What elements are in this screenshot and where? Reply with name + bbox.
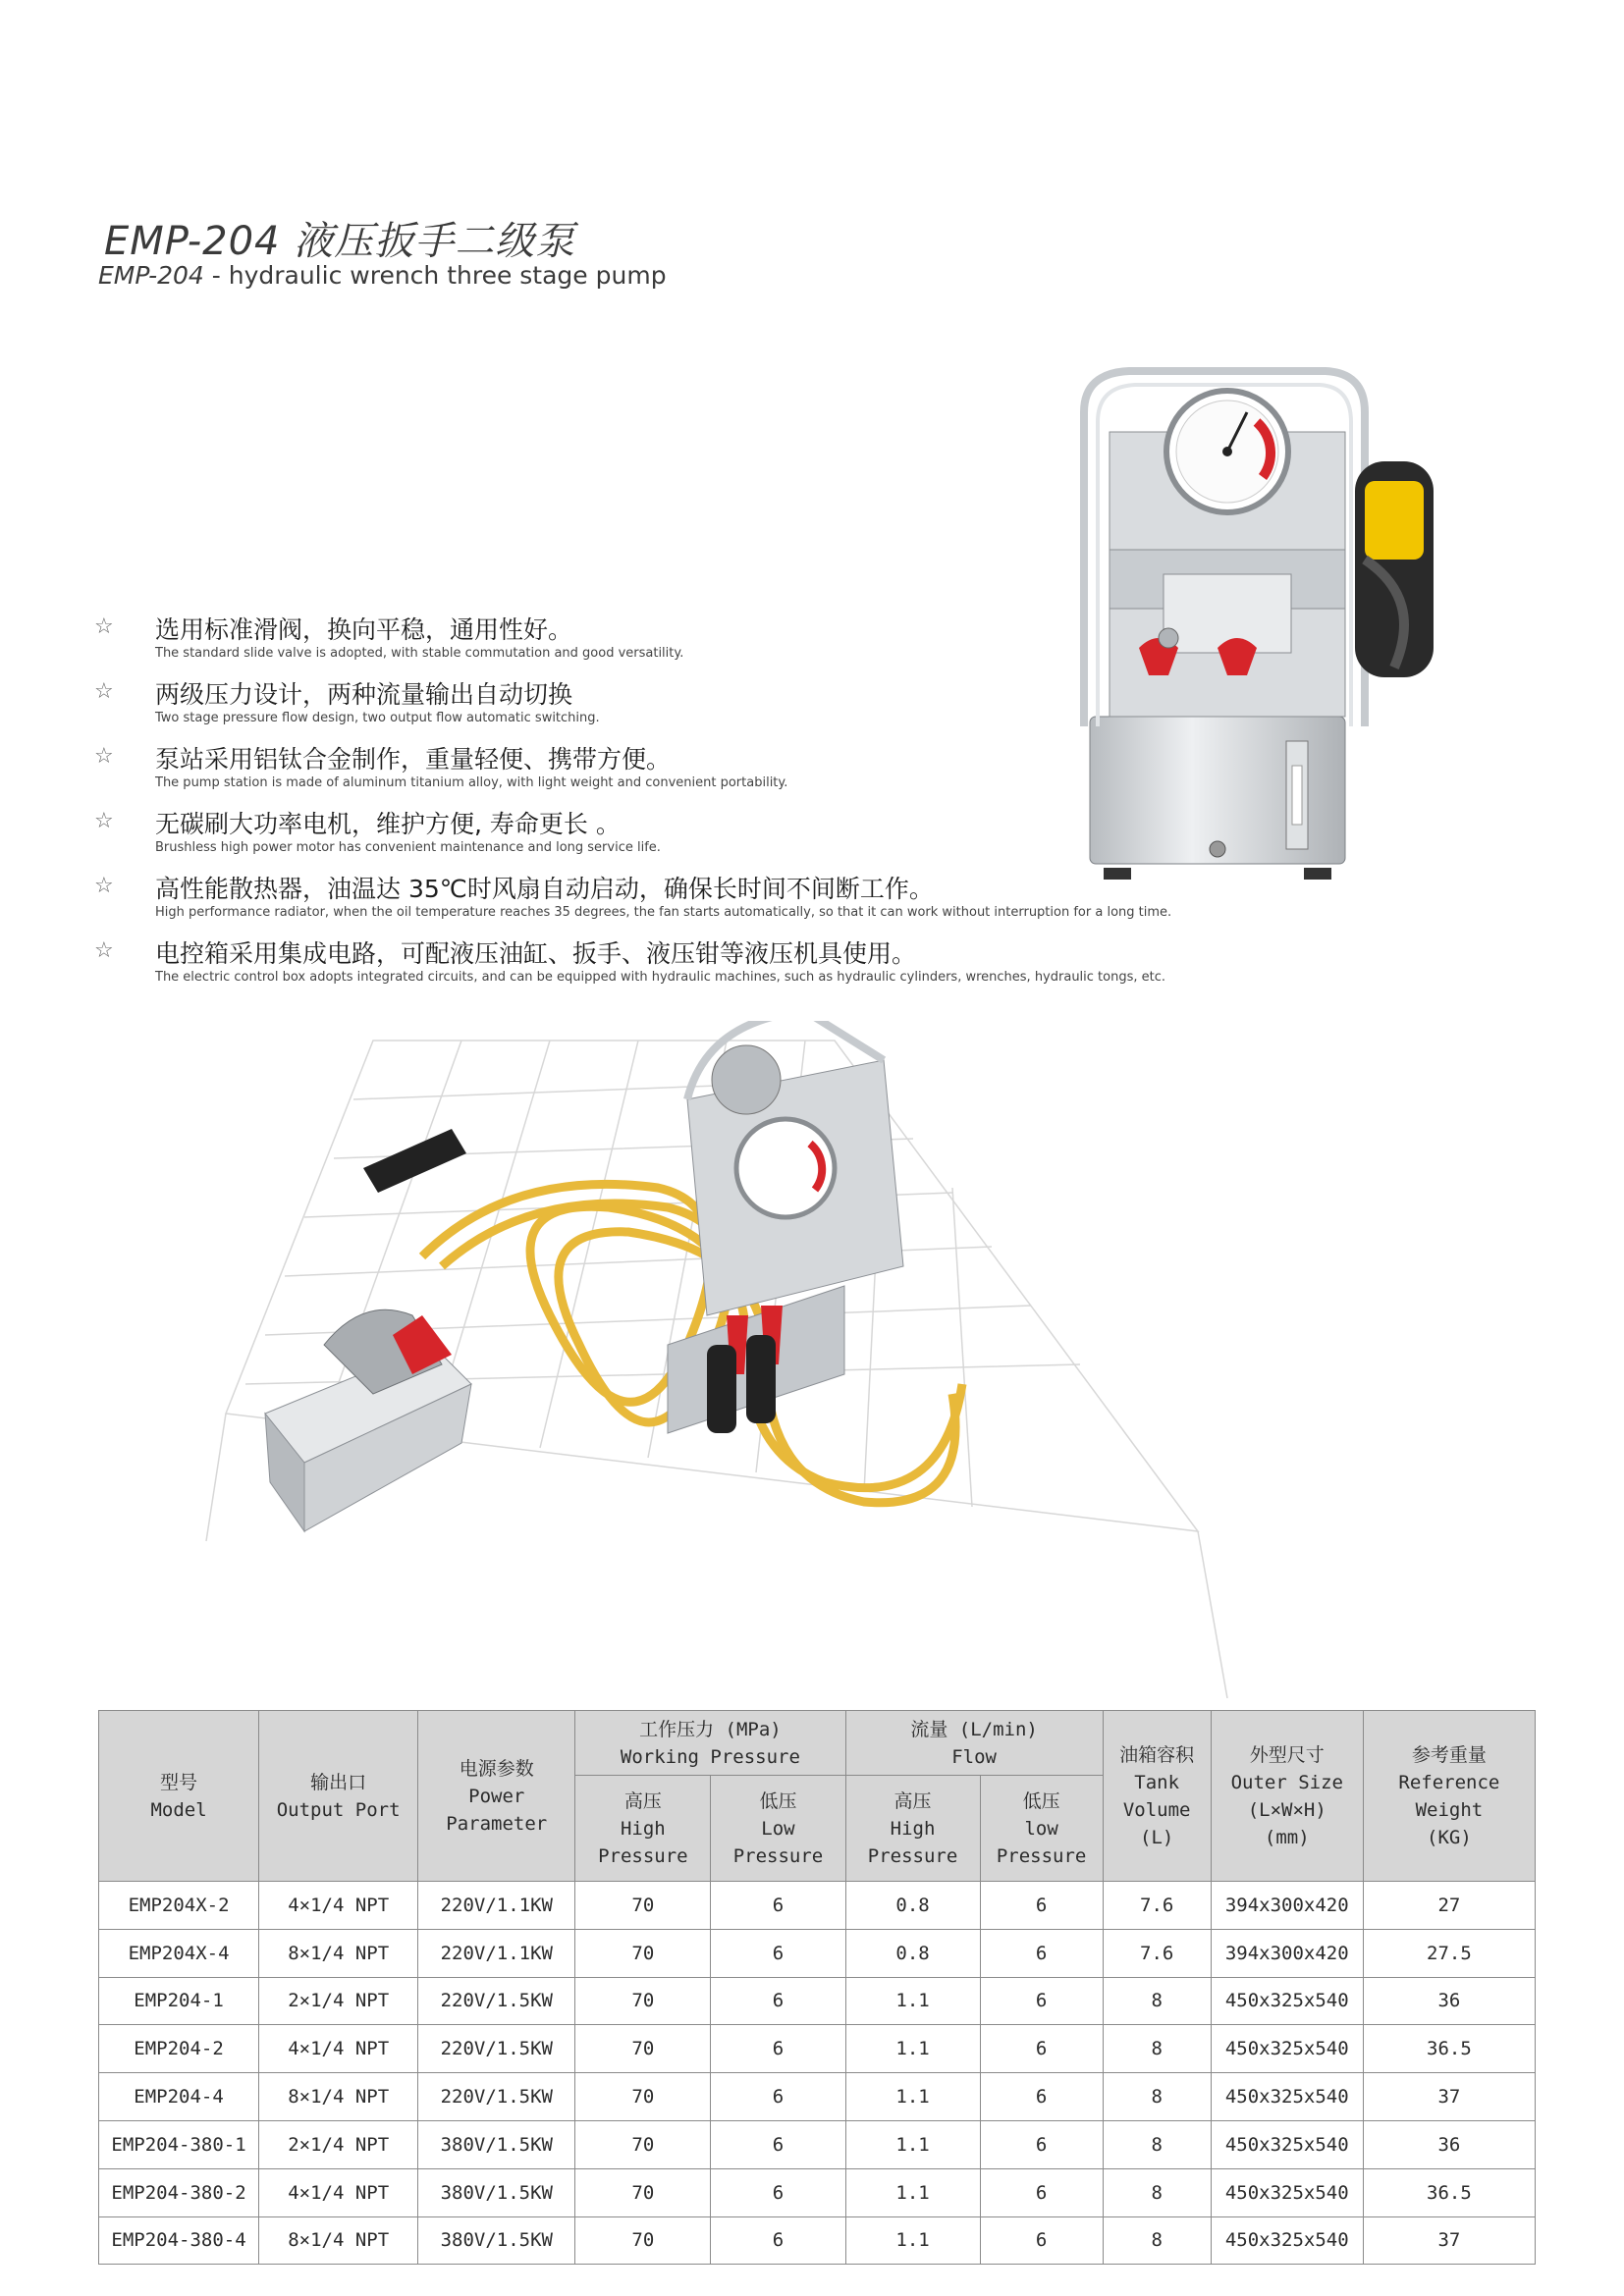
- cell-size: 450x325x540: [1211, 2025, 1363, 2073]
- header-flow: 流量 (L/min) Flow: [845, 1711, 1103, 1776]
- feature-en: Brushless high power motor has convenient maintenance and long service life.: [155, 840, 661, 855]
- star-icon: ☆: [94, 744, 114, 769]
- feature-cn: 电控箱采用集成电路，可配液压油缸、扳手、液压钳等液压机具使用。: [155, 939, 917, 968]
- cell-flow-high: 0.8: [845, 1929, 980, 1977]
- table-row: [99, 2216, 1536, 2265]
- cell-weight: 36.5: [1363, 2168, 1535, 2216]
- feature-en: High performance radiator, when the oil temperature reaches 35 degrees, the fan starts automatically, so that it can work without interruption for a long time.: [155, 905, 1172, 920]
- cell-flow-high: 0.8: [845, 1882, 980, 1930]
- header-wp-high: 高压 High Pressure: [575, 1776, 711, 1882]
- cell-power: 380V/1.5KW: [418, 2168, 575, 2216]
- table-row: [99, 2168, 1536, 2216]
- feature-cn: 高性能散热器，油温达 35℃时风扇自动启动，确保长时间不间断工作。: [155, 875, 934, 903]
- cell-output-port: 8×1/4 NPT: [259, 1929, 418, 1977]
- cell-model: EMP204-380-1: [99, 2120, 259, 2168]
- cell-wp-high: 70: [575, 2120, 711, 2168]
- cell-output-port: 8×1/4 NPT: [259, 2216, 418, 2265]
- star-icon: ☆: [94, 874, 114, 898]
- cell-tank: 7.6: [1103, 1929, 1211, 1977]
- table-row: [99, 1929, 1536, 1977]
- cell-wp-low: 6: [711, 1929, 845, 1977]
- cell-output-port: 4×1/4 NPT: [259, 2025, 418, 2073]
- cell-flow-high: 1.1: [845, 2120, 980, 2168]
- cell-output-port: 2×1/4 NPT: [259, 1977, 418, 2025]
- feature-cn: 泵站采用铝钛合金制作，重量轻便、携带方便。: [155, 745, 672, 774]
- cell-tank: 8: [1103, 2120, 1211, 2168]
- star-icon: ☆: [94, 614, 114, 639]
- page-title-cn: EMP-204 液压扳手二级泵: [104, 219, 576, 264]
- feature-item: [94, 611, 1322, 675]
- header-tank-volume: 油箱容积 Tank Volume (L): [1103, 1711, 1211, 1882]
- cell-size: 450x325x540: [1211, 1977, 1363, 2025]
- cell-flow-high: 1.1: [845, 2025, 980, 2073]
- cell-model: EMP204-1: [99, 1977, 259, 2025]
- cell-weight: 37: [1363, 2216, 1535, 2265]
- cell-tank: 8: [1103, 2025, 1211, 2073]
- cell-weight: 27: [1363, 1882, 1535, 1930]
- cell-wp-low: 6: [711, 1977, 845, 2025]
- cell-flow-high: 1.1: [845, 1977, 980, 2025]
- cell-wp-high: 70: [575, 1882, 711, 1930]
- cell-power: 220V/1.1KW: [418, 1929, 575, 1977]
- pump-and-wrench-scene: [196, 1021, 1375, 1708]
- cell-output-port: 4×1/4 NPT: [259, 1882, 418, 1930]
- cell-weight: 37: [1363, 2073, 1535, 2121]
- star-icon: ☆: [94, 809, 114, 833]
- cell-size: 450x325x540: [1211, 2120, 1363, 2168]
- header-output-port: 输出口 Output Port: [259, 1711, 418, 1882]
- feature-item: [94, 805, 1322, 870]
- cell-flow-high: 1.1: [845, 2168, 980, 2216]
- cell-flow-low: 6: [980, 2120, 1103, 2168]
- cell-tank: 8: [1103, 2073, 1211, 2121]
- feature-item: [94, 934, 1322, 999]
- feature-en: The standard slide valve is adopted, with stable commutation and good versatility.: [155, 646, 684, 661]
- spec-table: [98, 1710, 1536, 2265]
- page-title-en: [98, 261, 667, 290]
- cell-weight: 36: [1363, 2120, 1535, 2168]
- table-row: [99, 2025, 1536, 2073]
- cell-tank: 7.6: [1103, 1882, 1211, 1930]
- cell-wp-high: 70: [575, 1977, 711, 2025]
- cell-output-port: 8×1/4 NPT: [259, 2073, 418, 2121]
- cell-wp-low: 6: [711, 2216, 845, 2265]
- feature-item: [94, 740, 1322, 805]
- cell-model: EMP204-4: [99, 2073, 259, 2121]
- cell-wp-low: 6: [711, 2120, 845, 2168]
- cell-model: EMP204-380-2: [99, 2168, 259, 2216]
- wrench-case: [265, 1309, 471, 1531]
- cell-flow-low: 6: [980, 2025, 1103, 2073]
- cell-flow-high: 1.1: [845, 2073, 980, 2121]
- table-row: [99, 2120, 1536, 2168]
- feature-item: [94, 870, 1322, 934]
- cell-tank: 8: [1103, 2216, 1211, 2265]
- cell-power: 380V/1.5KW: [418, 2216, 575, 2265]
- cell-power: 220V/1.5KW: [418, 2073, 575, 2121]
- cell-wp-high: 70: [575, 2168, 711, 2216]
- cell-flow-low: 6: [980, 2168, 1103, 2216]
- header-flow-low: 低压 low Pressure: [980, 1776, 1103, 1882]
- cell-wp-low: 6: [711, 2025, 845, 2073]
- cell-model: EMP204-2: [99, 2025, 259, 2073]
- feature-cn: 选用标准滑阀，换向平稳，通用性好。: [155, 615, 573, 644]
- cell-wp-low: 6: [711, 2168, 845, 2216]
- cell-model: EMP204-380-4: [99, 2216, 259, 2265]
- cell-size: 394x300x420: [1211, 1882, 1363, 1930]
- table-row: [99, 1882, 1536, 1930]
- cell-flow-low: 6: [980, 2073, 1103, 2121]
- cell-model: EMP204X-2: [99, 1882, 259, 1930]
- header-working-pressure: 工作压力 (MPa) Working Pressure: [575, 1711, 845, 1776]
- cell-size: 450x325x540: [1211, 2073, 1363, 2121]
- cell-flow-high: 1.1: [845, 2216, 980, 2265]
- cell-power: 220V/1.5KW: [418, 1977, 575, 2025]
- cell-power: 380V/1.5KW: [418, 2120, 575, 2168]
- cell-tank: 8: [1103, 1977, 1211, 2025]
- header-outer-size: 外型尺寸 Outer Size (L×W×H) (mm): [1211, 1711, 1363, 1882]
- header-model: 型号 Model: [99, 1711, 259, 1882]
- cell-flow-low: 6: [980, 1929, 1103, 1977]
- cell-model: EMP204X-4: [99, 1929, 259, 1977]
- cell-size: 394x300x420: [1211, 1929, 1363, 1977]
- cell-flow-low: 6: [980, 1977, 1103, 2025]
- feature-item: [94, 675, 1322, 740]
- cell-flow-low: 6: [980, 2216, 1103, 2265]
- cell-wp-high: 70: [575, 2025, 711, 2073]
- feature-en: The electric control box adopts integrated circuits, and can be equipped with hydraulic machines, such as hydraulic cylinders, wrenches, hydraulic tongs, etc.: [155, 970, 1166, 985]
- cell-weight: 36: [1363, 1977, 1535, 2025]
- feature-en: Two stage pressure flow design, two output flow automatic switching.: [155, 711, 600, 725]
- cell-output-port: 2×1/4 NPT: [259, 2120, 418, 2168]
- cell-wp-high: 70: [575, 2216, 711, 2265]
- header-reference-weight: 参考重量 Reference Weight (KG): [1363, 1711, 1535, 1882]
- feature-cn: 无碳刷大功率电机，维护方便, 寿命更长 。: [155, 810, 621, 838]
- feature-cn: 两级压力设计，两种流量输出自动切换: [155, 680, 573, 709]
- table-row: [99, 1977, 1536, 2025]
- cell-weight: 27.5: [1363, 1929, 1535, 1977]
- header-wp-low: 低压 Low Pressure: [711, 1776, 845, 1882]
- cell-tank: 8: [1103, 2168, 1211, 2216]
- feature-en: The pump station is made of aluminum titanium alloy, with light weight and convenient portability.: [155, 775, 788, 790]
- cell-wp-low: 6: [711, 2073, 845, 2121]
- cell-size: 450x325x540: [1211, 2168, 1363, 2216]
- table-row: [99, 2073, 1536, 2121]
- title-en-model: EMP-204: [98, 261, 204, 290]
- feature-list: [94, 611, 1322, 999]
- cell-power: 220V/1.5KW: [418, 2025, 575, 2073]
- star-icon: ☆: [94, 679, 114, 704]
- title-en-text: - hydraulic wrench three stage pump: [203, 261, 667, 290]
- star-icon: ☆: [94, 938, 114, 963]
- cell-power: 220V/1.1KW: [418, 1882, 575, 1930]
- cell-output-port: 4×1/4 NPT: [259, 2168, 418, 2216]
- cell-flow-low: 6: [980, 1882, 1103, 1930]
- header-flow-high: 高压 High Pressure: [845, 1776, 980, 1882]
- cell-wp-low: 6: [711, 1882, 845, 1930]
- cell-size: 450x325x540: [1211, 2216, 1363, 2265]
- cell-weight: 36.5: [1363, 2025, 1535, 2073]
- cell-wp-high: 70: [575, 2073, 711, 2121]
- pump-unit: [668, 1021, 903, 1433]
- cell-wp-high: 70: [575, 1929, 711, 1977]
- header-power: 电源参数 Power Parameter: [418, 1711, 575, 1882]
